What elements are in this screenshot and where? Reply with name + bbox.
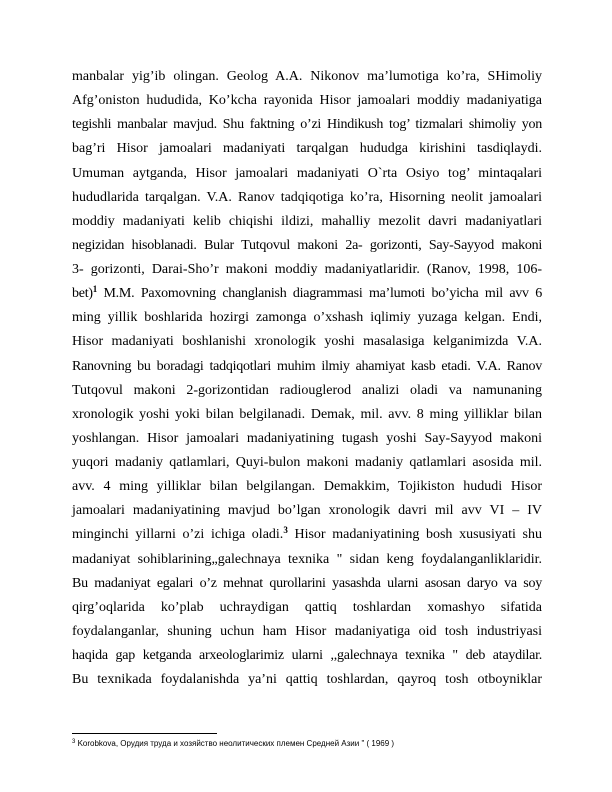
body-line: ming yillik boshlarida hozirgi zamonga o’xshash iqlimiy yuzaga kelgan. Endi, [72, 310, 542, 325]
body-line: haqida gap ketganda arxeologlarimiz ularni ,,galechnaya texnika " deb ataydilar. [72, 648, 542, 663]
body-line: Ranovning bu boradagi tadqiqotlari muhim ilmiy ahamiyat kasb etadi. V.A. Ranov [72, 359, 542, 374]
body-text: bet) [72, 286, 93, 301]
body-text: Hisor madaniyatining bosh xususiyati shu [287, 527, 542, 542]
body-text: M.M. Paxomovning changlanish diagrammasi ma’lumoti bo’yicha mil avv 6 [97, 286, 542, 301]
footnote-reference: 1 [92, 284, 98, 294]
body-line: jamoalari madaniyatining mavjud bo’lgan xronologik davri mil avv VI – IV [72, 503, 542, 518]
body-line: yoshlangan. Hisor jamoalari madaniyatining tugash yoshi Say-Sayyod makoni [72, 431, 542, 446]
body-line: Bu madaniyat egalari o’z mehnat qurollarini yasashda ularni asosan daryo va soy [72, 576, 542, 591]
body-line: xronologik yoshi yoki bilan belgilanadi. Demak, mil. avv. 8 ming yilliklar bilan [72, 407, 542, 422]
body-text: minginchi yillarni o’zi ichiga oladi. [72, 527, 284, 542]
body-line: Bu texnikada foydalanishda ya’ni qattiq toshlardan, qayroq tosh otboyniklar [72, 672, 542, 687]
footnote-marker: 3 [72, 739, 76, 745]
body-line: 3- gorizonti, Darai-Sho’r makoni moddiy madaniyatlaridir. (Ranov, 1998, 106- [72, 262, 542, 277]
body-line: madaniyat sohiblarining„galechnaya texnika " sidan keng foydalanganliklaridir. [72, 552, 542, 567]
body-line: hududlarida tarqalgan. V.A. Ranov tadqiqotiga ko’ra, Hisorning neolit jamoalari [72, 190, 542, 205]
body-line: Tutqovul makoni 2-gorizontidan radiouglerod analizi oladi va namunaning [72, 383, 542, 398]
body-line: Afg’oniston hududida, Ko’kcha rayonida Hisor jamoalari moddiy madaniyatiga [72, 93, 542, 108]
body-line: tegishli manbalar mavjud. Shu faktning o’zi Hindikush tog’ tizmalari shimoliy yon [72, 117, 542, 132]
body-line: avv. 4 ming yilliklar bilan belgilangan. Demakkim, Tojikiston hududi Hisor [72, 479, 542, 494]
body-line: moddiy madaniyati kelib chiqishi ildizi, mahalliy mezolit davri madaniyatlari [72, 214, 542, 229]
body-line: Hisor madaniyati boshlanishi xronologik yoshi masalasiga kelganimizda V.A. [72, 334, 542, 349]
body-line: negizidan hisoblanadi. Bular Tutqovul makoni 2a- gorizonti, Say-Sayyod makoni [72, 238, 542, 253]
body-line: qirg’oqlarida ko’plab uchraydigan qattiq toshlardan xomashyo sifatida [72, 600, 542, 615]
body-line: bag’ri Hisor jamoalari madaniyati tarqalgan hududga kirishini tasdiqlaydi. [72, 141, 542, 156]
body-line: yuqori madaniy qatlamlari, Quyi-bulon makoni madaniy qatlamlari asosida mil. [72, 455, 542, 470]
body-line: manbalar yig’ib olingan. Geolog A.A. Nikonov ma’lumotiga ko’ra, SHimoliy [72, 69, 542, 84]
body-line-with-footnote-ref [72, 524, 542, 546]
body-line: Umuman aytganda, Hisor jamoalari madaniyati O`rta Osiyo tog’ mintaqalari [72, 166, 542, 181]
footnote [72, 737, 542, 751]
body-line: foydalanganlar, shuning uchun ham Hisor madaniyatiga oid tosh industriyasi [72, 624, 542, 639]
footnote-separator [72, 733, 217, 734]
footnote-text: Korobkova, Орудия труда и хозяйство неолитических племен Средней Азии " ( 1969 ) [75, 739, 395, 748]
footnote-reference: 3 [283, 525, 288, 535]
body-line-with-footnote-ref [72, 283, 542, 305]
